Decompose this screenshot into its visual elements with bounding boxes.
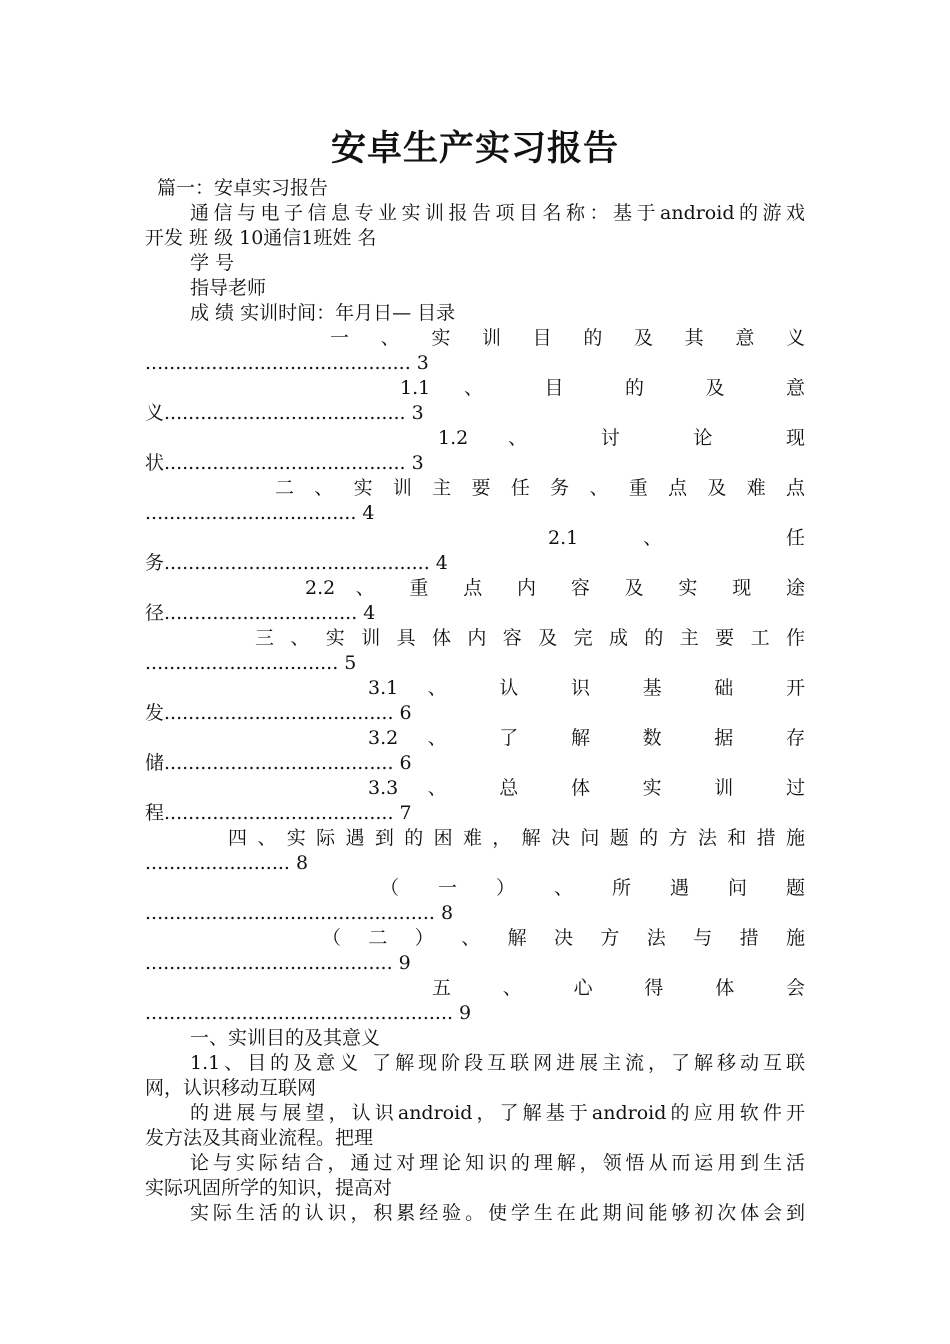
body-heading: 一、实训目的及其意义 [190, 1027, 381, 1049]
toc-item-title: 2.1 、 任 [548, 527, 805, 549]
paragraph-line: 论与实际结合，通过对理论知识的理解，领悟从而运用到生活 [190, 1152, 805, 1174]
toc-item-title: 二 、 实 训 主 要 任 务 、 重 点 及 难 点 [275, 477, 805, 499]
toc-item-title: 一 、 实 训 目 的 及 其 意 义 [330, 327, 805, 349]
toc-item-dots: ................................................ 8 [145, 902, 454, 924]
toc-item-dots: ........................ 8 [145, 852, 309, 874]
toc-item-title: 1.2 、 讨 论 现 [438, 427, 805, 449]
paragraph-line: 实际生活的认识，积累经验。使学生在此期间能够初次体会到 [190, 1202, 805, 1224]
student-id-label: 学 号 [190, 252, 235, 274]
toc-item-dots: ................................................... 9 [145, 1002, 472, 1024]
toc-item-dots: 储...................................... 6 [145, 752, 412, 774]
toc-item-title: 2.2 、 重 点 内 容 及 实 现 途 [305, 577, 805, 599]
grade-line: 成 绩 实训时间：年月日— 目录 [190, 302, 456, 324]
toc-item-title: （ 一 ） 、 所 遇 问 题 [380, 877, 805, 899]
document-title: 安卓生产实习报告 [330, 128, 619, 169]
paragraph-line: 发方法及其商业流程。把理 [145, 1127, 374, 1149]
paragraph-line: 实际巩固所学的知识，提高对 [145, 1177, 393, 1199]
paragraph-line: 网，认识移动互联网 [145, 1077, 317, 1099]
toc-item-title: 五 、 心 得 体 会 [432, 977, 805, 999]
paragraph-line: 1.1、目的及意义 了解现阶段互联网进展主流，了解移动互联 [190, 1052, 805, 1074]
toc-item-title: （ 二 ） 、 解 决 方 法 与 措 施 [322, 927, 805, 949]
toc-item-dots: 状........................................ 3 [145, 452, 424, 474]
toc-item-dots: 义........................................ 3 [145, 402, 424, 424]
toc-item-title: 三 、 实 训 具 体 内 容 及 完 成 的 主 要 工 作 [255, 627, 805, 649]
toc-item-dots: ................................ 5 [145, 652, 357, 674]
toc-item-title: 3.3 、 总 体 实 训 过 [368, 777, 805, 799]
toc-item-title: 四 、 实 际 遇 到 的 困 难 ， 解 决 问 题 的 方 法 和 措 施 [228, 827, 805, 849]
advisor-label: 指导老师 [190, 277, 267, 299]
toc-item-dots: ......................................... 9 [145, 952, 411, 974]
toc-item-dots: ................................... 4 [145, 502, 375, 524]
paragraph-line: 的进展与展望，认识android，了解基于android的应用软件开 [190, 1102, 805, 1124]
toc-item-dots: 发...................................... 6 [145, 702, 412, 724]
toc-item-title: 3.2 、 了 解 数 据 存 [368, 727, 805, 749]
toc-item-title: 3.1 、 认 识 基 础 开 [368, 677, 805, 699]
toc-item-dots: 务............................................ 4 [145, 552, 448, 574]
toc-item-dots: 程...................................... 7 [145, 802, 412, 824]
header-line-1: 通信与电子信息专业实训报告项目名称：基于android的游戏 [190, 202, 805, 224]
toc-item-title: 1.1 、 目 的 及 意 [400, 377, 805, 399]
toc-item-dots: ............................................ 3 [145, 352, 429, 374]
header-line-2: 开发 班 级 10通信1班姓 名 [145, 227, 377, 249]
section-heading: 篇一：安卓实习报告 [157, 177, 329, 199]
toc-item-dots: 径................................ 4 [145, 602, 376, 624]
